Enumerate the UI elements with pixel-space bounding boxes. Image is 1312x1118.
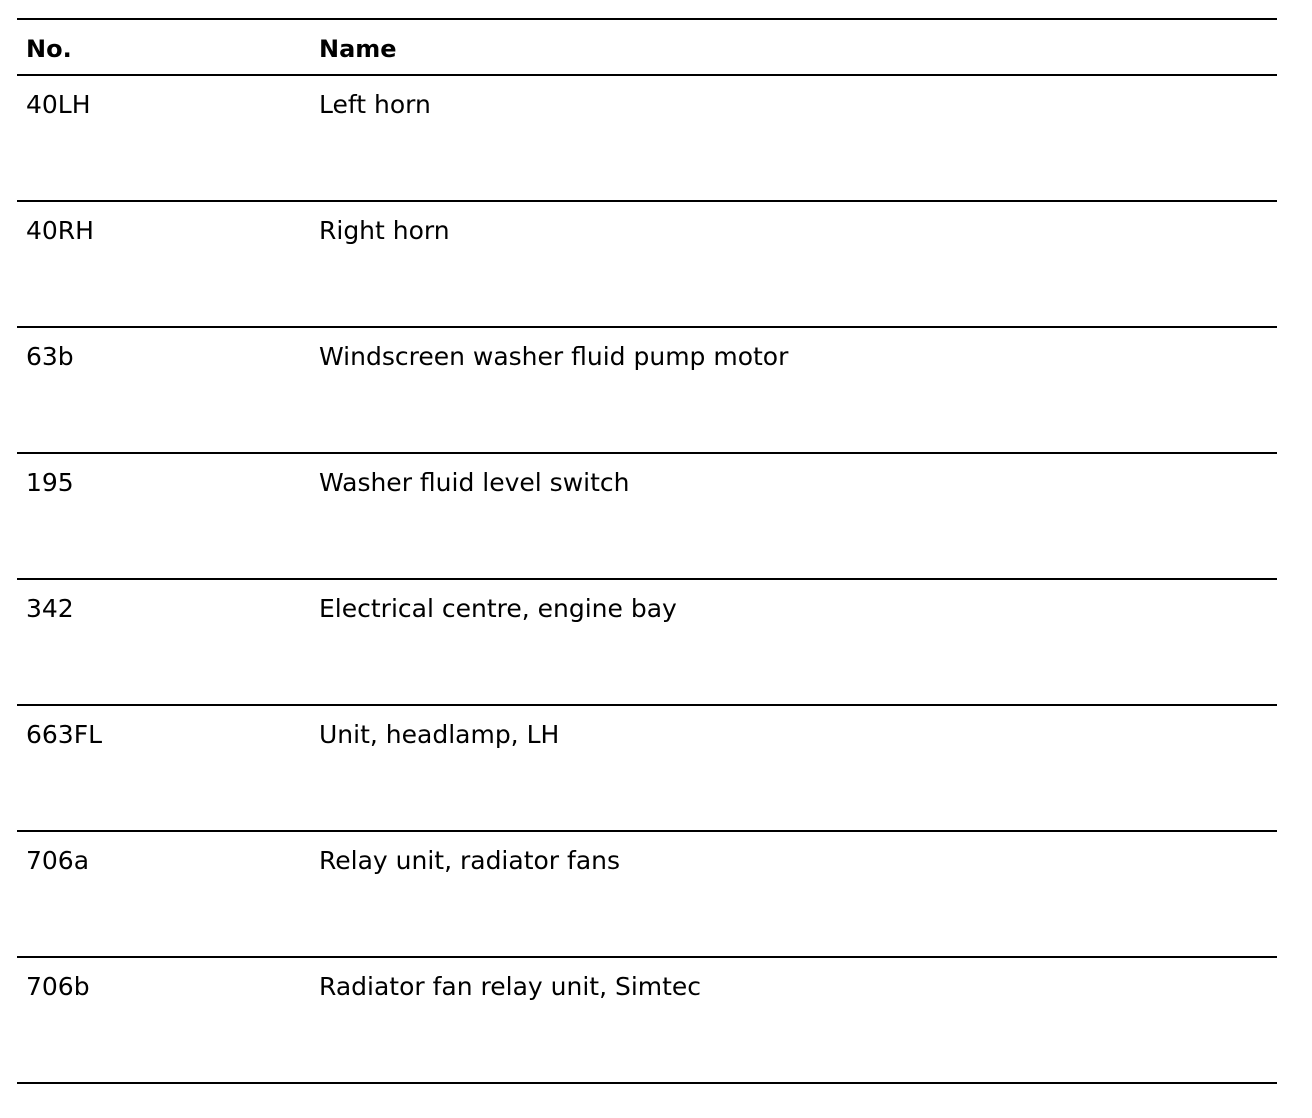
table-row: [17, 76, 1277, 200]
table-row: [17, 958, 1277, 1082]
table-header-row: [17, 20, 1277, 74]
cell-name: Washer fluid level switch: [319, 468, 630, 497]
cell-name: Radiator fan relay unit, Simtec: [319, 972, 702, 1001]
cell-no: 706b: [26, 972, 90, 1001]
table-row: [17, 202, 1277, 326]
table-row: [17, 706, 1277, 830]
cell-no: 342: [26, 594, 74, 623]
cell-name: Relay unit, radiator fans: [319, 846, 621, 875]
cell-name: Windscreen washer fluid pump motor: [319, 342, 789, 371]
table-row: [17, 454, 1277, 578]
cell-no: 195: [26, 468, 74, 497]
header-no: No.: [26, 35, 72, 63]
cell-no: 706a: [26, 846, 90, 875]
table-row: [17, 580, 1277, 704]
cell-no: 40RH: [26, 216, 94, 245]
cell-name: Right horn: [319, 216, 450, 245]
cell-name: Unit, headlamp, LH: [319, 720, 560, 749]
cell-no: 40LH: [26, 90, 91, 119]
cell-name: Electrical centre, engine bay: [319, 594, 677, 623]
cell-name: Left horn: [319, 90, 431, 119]
header-name: Name: [319, 35, 397, 63]
component-table: [17, 18, 1277, 1084]
cell-no: 663FL: [26, 720, 103, 749]
cell-no: 63b: [26, 342, 74, 371]
table-row: [17, 328, 1277, 452]
table-bottom-rule: [17, 1082, 1277, 1084]
table-row: [17, 832, 1277, 956]
